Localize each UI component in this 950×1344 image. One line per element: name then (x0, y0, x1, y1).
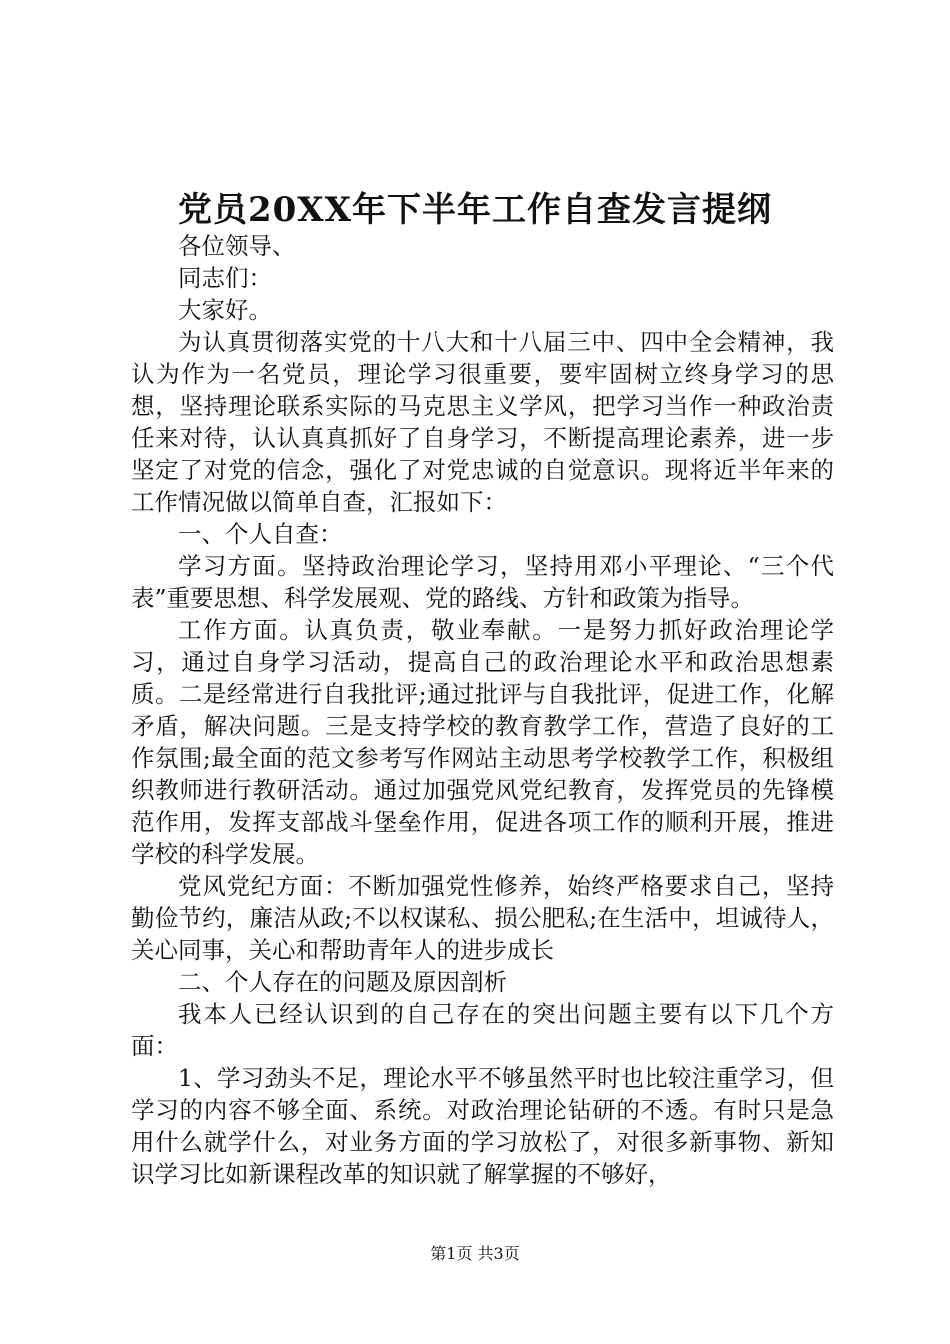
section-heading-problems: 二、个人存在的问题及原因剖析 (178, 968, 507, 996)
page-footer: 第1页 共3页 (430, 1244, 520, 1263)
section-heading-self-check: 一、个人自查： (178, 520, 343, 548)
document-body (131, 230, 834, 1190)
page-title: 党员20XX年下半年工作自查发言提纲 (177, 190, 773, 230)
party-discipline-paragraph: 党风党纪方面：不断加强党性修养，始终严格要求自己，坚持勤俭节约，廉洁从政;不以权谋私、损公肥私;在生活中，坦诚待人，关心同事，关心和帮助青年人的进步成长 (131, 872, 834, 964)
problem-item-1: 1、学习劲头不足，理论水平不够虽然平时也比较注重学习，但学习的内容不够全面、系统。对政治理论钻研的不透。有时只是急用什么就学什么，对业务方面的学习放松了，对很多新事物、新知识学习比如新课程改革的知识就了解掌握的不够好， (131, 1064, 834, 1188)
intro-paragraph: 为认真贯彻落实党的十八大和十八届三中、四中全会精神，我认为作为一名党员，理论学习很重要，要牢固树立终身学习的思想，坚持理论联系实际的马克思主义学风，把学习当作一种政治责任来对待，认认真真抓好了自身学习，不断提高理论素养，进一步坚定了对党的信念，强化了对党忠诚的自觉意识。现将近半年来的工作情况做以简单自查，汇报如下： (131, 328, 834, 516)
work-paragraph: 工作方面。认真负责，敬业奉献。一是努力抓好政治理论学习，通过自身学习活动，提高自己的政治理论水平和政治思想素质。二是经常进行自我批评;通过批评与自我批评，促进工作，化解矛盾，解决问题。三是支持学校的教育教学工作，营造了良好的工作氛围;最全面的范文参考写作网站主动思考学校教学工作，积极组织教师进行教研活动。通过加强党风党纪教育，发挥党员的先锋模范作用，发挥支部战斗堡垒作用，促进各项工作的顺利开展，推进学校的科学发展。 (131, 616, 834, 868)
problems-intro-paragraph: 我本人已经认识到的自己存在的突出问题主要有以下几个方面： (131, 1000, 834, 1060)
salutation-comrades: 同志们： (178, 264, 272, 292)
greeting: 大家好。 (178, 296, 272, 324)
salutation-leaders: 各位领导、 (178, 232, 296, 260)
study-paragraph: 学习方面。坚持政治理论学习，坚持用邓小平理论、“三个代表”重要思想、科学发展观、党的路线、方针和政策为指导。 (131, 552, 834, 612)
